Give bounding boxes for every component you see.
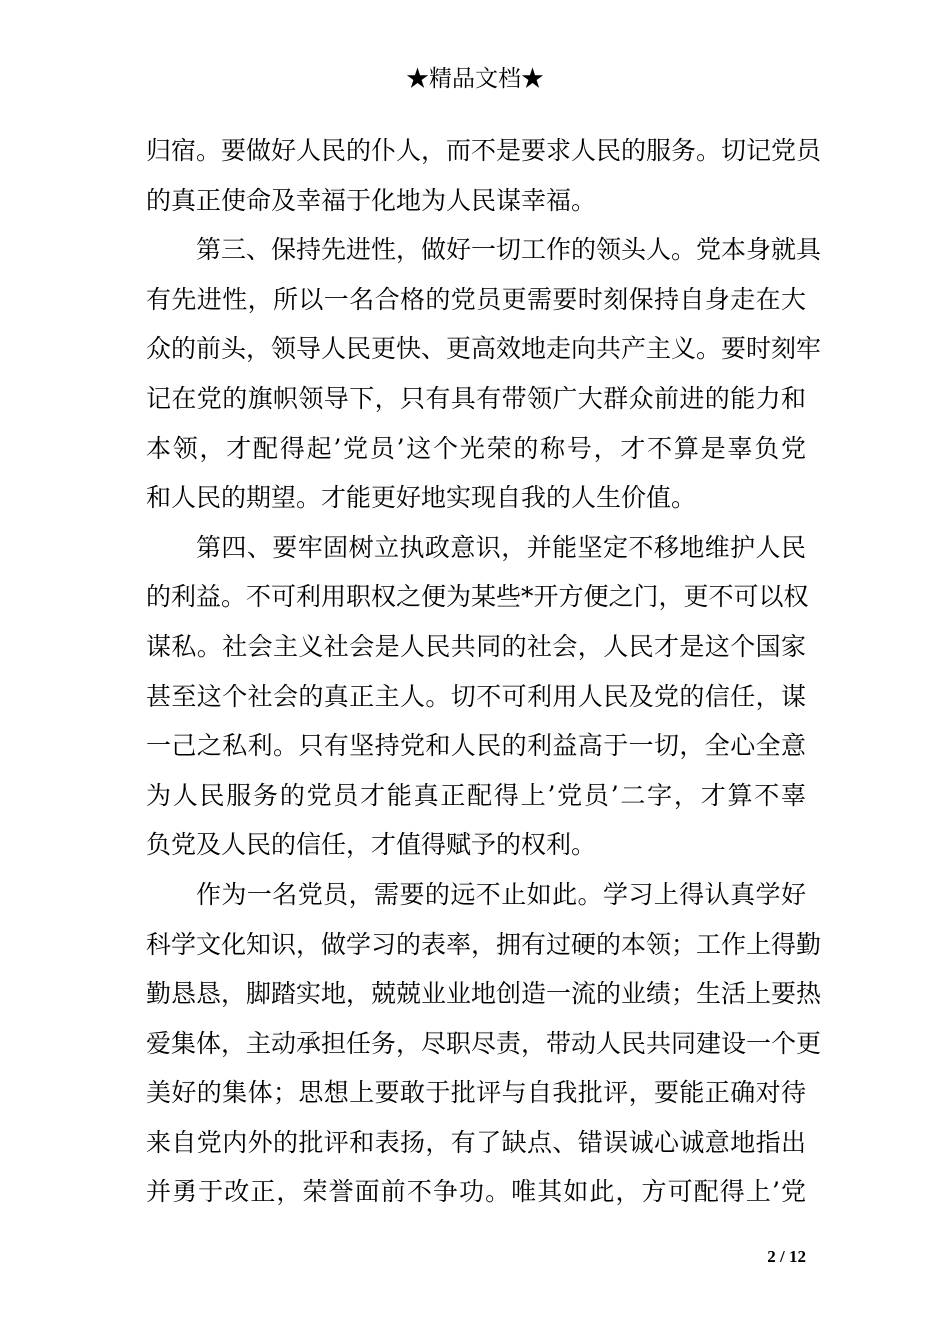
text-line: 归宿。要做好人民的仆人，而不是要求人民的服务。切记党员 — [146, 136, 822, 165]
text-line: 众的前头，领导人民更快、更高效地走向共产主义。要时刻牢 — [146, 334, 822, 364]
text-line: 谋私。社会主义社会是人民共同的社会，人民才是这个国家 — [146, 631, 806, 661]
text-line: 爱集体，主动承担任务，尽职尽责，带动人民共同建设一个更 — [146, 1028, 822, 1058]
paragraph-1 — [146, 126, 822, 225]
text-line: 作为一名党员，需要的远不止如此。学习上得认真学好 — [196, 879, 806, 909]
text-line: 科学文化知识，做学习的表率，拥有过硬的本领；工作上得勤 — [146, 929, 822, 959]
text-line: 有先进性，所以一名合格的党员更需要时刻保持自身走在大 — [146, 284, 806, 314]
text-line: 美好的集体；思想上要敢于批评与自我批评，要能正确对待 — [146, 1078, 806, 1108]
text-line: 的利益。不可利用职权之便为某些*开方便之门，更不可以权 — [146, 582, 809, 612]
text-line: 记在党的旗帜领导下，只有具有带领广大群众前进的能力和 — [146, 383, 806, 413]
text-line: 第三、保持先进性，做好一切工作的领头人。党本身就具 — [196, 235, 822, 265]
text-line: 本领，才配得起’党员’这个光荣的称号，才不算是辜负党 — [146, 433, 806, 463]
text-line: 的真正使命及幸福于化地为人民谋幸福。 — [146, 185, 597, 215]
document-body — [146, 126, 822, 1217]
paragraph-3 — [146, 523, 809, 870]
text-line: 来自党内外的批评和表扬，有了缺点、错误诚心诚意地指出 — [146, 1127, 806, 1157]
header-title: ★精品文档★ — [406, 66, 544, 92]
text-line: 甚至这个社会的真正主人。切不可利用人民及党的信任，谋 — [146, 681, 806, 711]
paragraph-4 — [146, 870, 822, 1217]
page-header — [0, 64, 950, 94]
text-line: 和人民的期望。才能更好地实现自我的人生价值。 — [146, 483, 697, 513]
text-line: 并勇于改正，荣誉面前不争功。唯其如此，方可配得上’党 — [146, 1177, 806, 1207]
text-line: 勤恳恳，脚踏实地，兢兢业业地创造一流的业绩；生活上要热 — [146, 979, 822, 1009]
text-line: 负党及人民的信任，才值得赋予的权利。 — [146, 830, 597, 860]
text-line: 一己之私利。只有坚持党和人民的利益高于一切，全心全意 — [146, 731, 806, 761]
page-number: 2 / 12 — [767, 1247, 806, 1266]
paragraph-2 — [146, 225, 822, 523]
text-line: 第四、要牢固树立执政意识，并能坚定不移地维护人民 — [196, 532, 806, 562]
text-line: 为人民服务的党员才能真正配得上’党员’二字，才算不辜 — [146, 780, 806, 810]
